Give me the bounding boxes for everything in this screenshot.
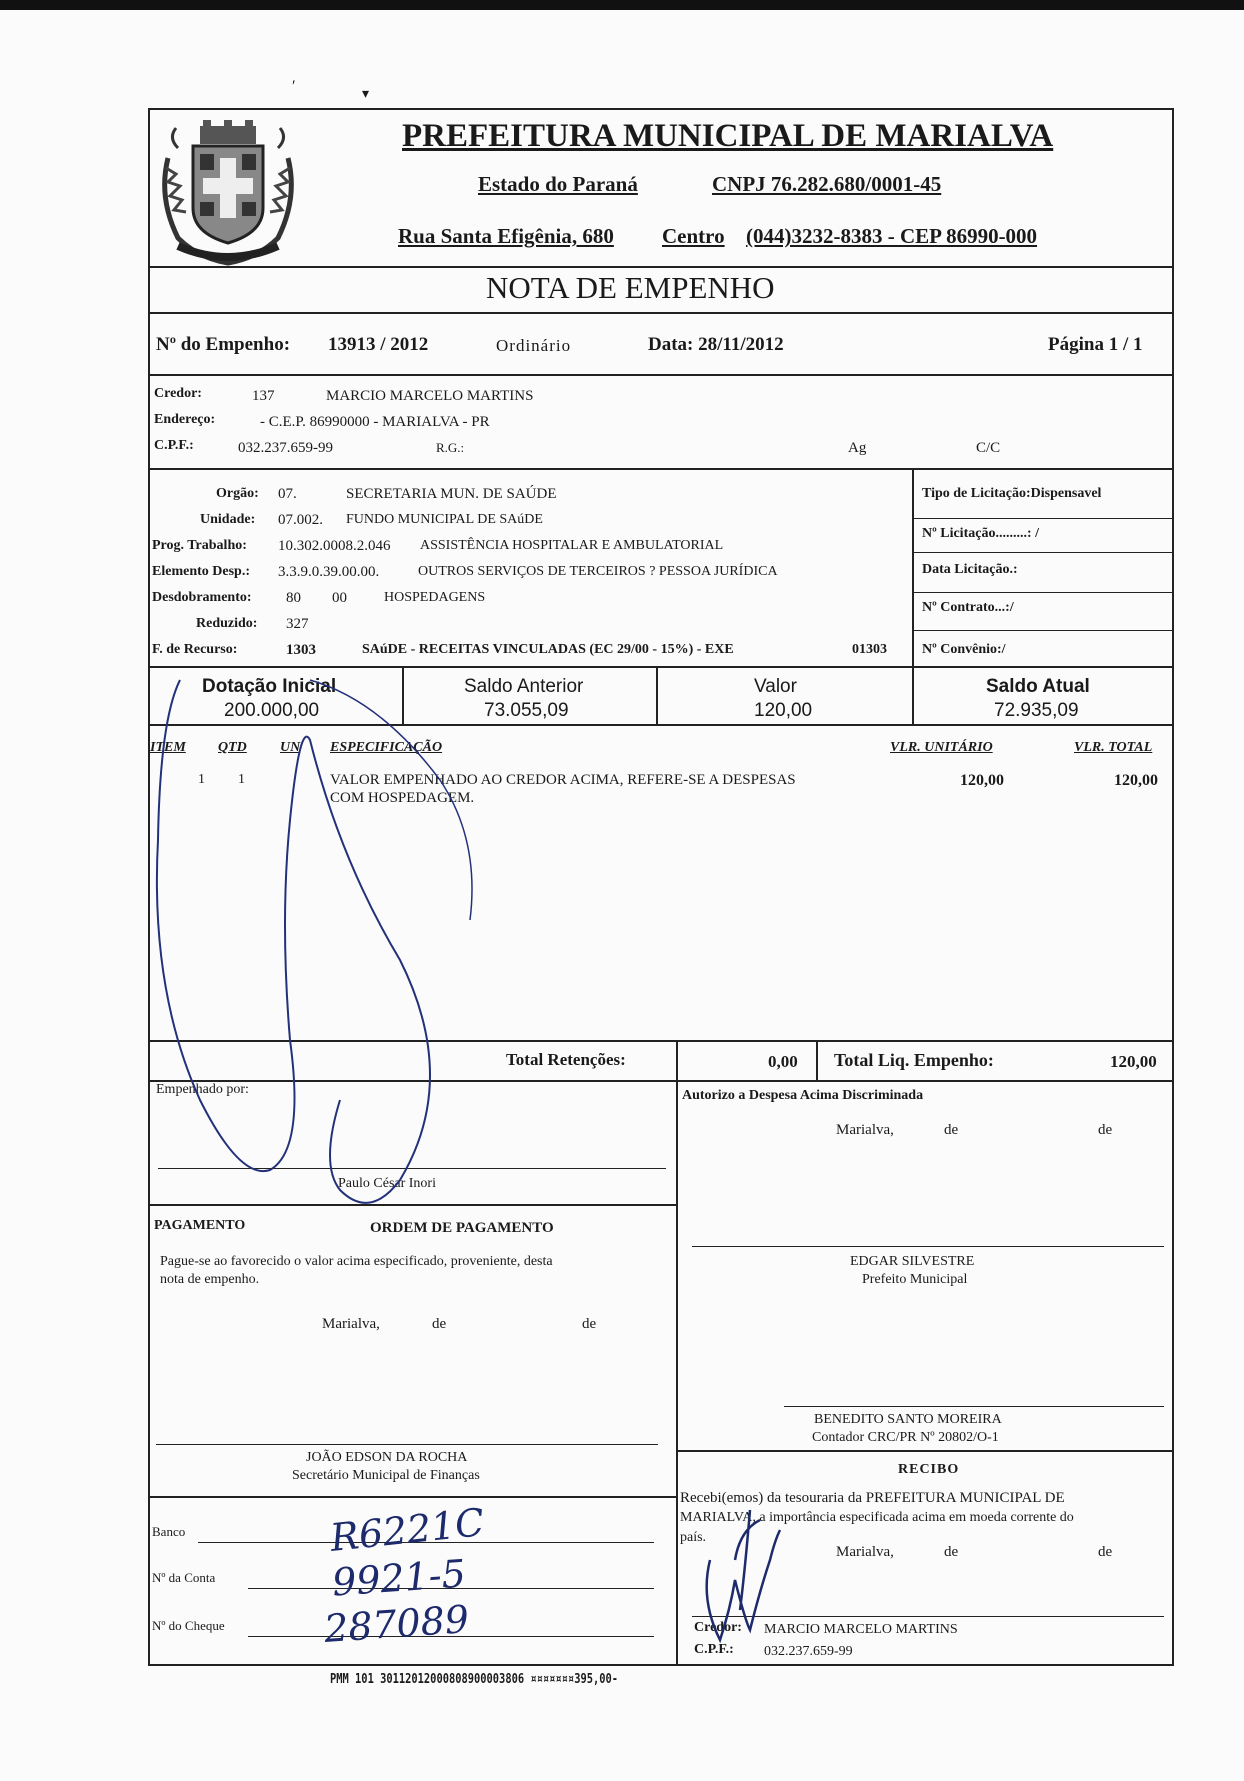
ordem-pagamento-label: ORDEM DE PAGAMENTO	[370, 1220, 554, 1236]
divider	[148, 468, 1174, 470]
dotacao-label: Dotação Inicial	[202, 676, 337, 697]
row-spec-line1: VALOR EMPENHADO AO CREDOR ACIMA, REFERE-SE A DESPESAS	[330, 772, 796, 788]
cpf-value: 032.237.659-99	[238, 440, 333, 456]
recibo-credor-label: Credor:	[694, 1620, 742, 1635]
row-spec-line2: COM HOSPEDAGEM.	[330, 790, 475, 806]
especificacao-header: ESPECIFICAÇÃO	[330, 740, 443, 755]
divider	[914, 630, 1172, 631]
dotacao-value: 200.000,00	[224, 700, 320, 721]
divider	[816, 1040, 818, 1080]
recibo-cpf-value: 032.237.659-99	[764, 1644, 853, 1659]
saldo-anterior-value: 73.055,09	[484, 700, 569, 721]
recibo-text-line3: país.	[680, 1530, 707, 1545]
document-title: NOTA DE EMPENHO	[486, 270, 775, 305]
authorize-de-2: de	[1098, 1122, 1113, 1138]
numero-licitacao: Nº Licitação.........: /	[922, 526, 1039, 541]
divider	[914, 518, 1172, 519]
orgao-label: Orgão:	[216, 486, 259, 501]
ordem-de-1: de	[432, 1316, 447, 1332]
ordem-text-line1: Pague-se ao favorecido o valor acima especificado, proveniente, desta	[160, 1254, 553, 1269]
divider	[402, 666, 404, 724]
orgao-name: SECRETARIA MUN. DE SAÚDE	[346, 486, 557, 502]
divider	[912, 468, 914, 666]
row-item: 1	[198, 772, 205, 787]
unit-value-header: VLR. UNITÁRIO	[890, 740, 993, 755]
prog-name: ASSISTÊNCIA HOSPITALAR E AMBULATORIAL	[420, 538, 724, 553]
divider	[148, 312, 1174, 314]
orgao-code: 07.	[278, 486, 297, 502]
phone-cep: (044)3232-8383 - CEP 86990-000	[746, 224, 1038, 248]
cheque-handwritten: 287089	[322, 1596, 471, 1652]
divider	[914, 592, 1172, 593]
credor-code: 137	[252, 388, 275, 404]
divider	[656, 666, 658, 724]
recibo-credor-name: MARCIO MARCELO MARTINS	[764, 1622, 958, 1637]
empenho-date: Data: 28/11/2012	[648, 334, 784, 355]
empenho-type: Ordinário	[496, 336, 572, 355]
secretario-role: Secretário Municipal de Finanças	[292, 1468, 480, 1483]
numero-contrato: Nº Contrato...:/	[922, 600, 1014, 615]
municipality-title: PREFEITURA MUNICIPAL DE MARIALVA	[402, 118, 1054, 154]
un-header: UN	[280, 740, 301, 755]
municipal-crest-seal	[158, 118, 298, 268]
row-qtd: 1	[238, 772, 245, 787]
divider	[676, 1040, 678, 1080]
empenhado-name: Paulo César Inori	[338, 1176, 436, 1191]
desdobramento-name: HOSPEDAGENS	[384, 590, 486, 605]
ag-label: Ag	[848, 440, 867, 456]
total-value-header: VLR. TOTAL	[1074, 740, 1153, 755]
numero-convenio: Nº Convênio:/	[922, 642, 1006, 657]
fonte-code-2: 01303	[852, 642, 887, 657]
state-name: Estado do Paraná	[478, 172, 638, 196]
secretario-name: JOÃO EDSON DA ROCHA	[306, 1450, 468, 1465]
unidade-name: FUNDO MUNICIPAL DE SAúDE	[346, 512, 543, 527]
divider	[676, 1450, 1174, 1452]
tipo-licitacao: Tipo de Licitação:Dispensavel	[922, 486, 1102, 501]
desdobramento-b: 00	[332, 590, 347, 606]
elemento-label: Elemento Desp.:	[152, 564, 250, 579]
desdobramento-a: 80	[286, 590, 301, 606]
rg-label: R.G.:	[436, 440, 465, 455]
row-total-value: 120,00	[1114, 772, 1158, 789]
empenhado-label: Empenhado por:	[156, 1082, 249, 1097]
divider	[148, 266, 1174, 268]
divider	[148, 1204, 676, 1206]
qtd-header: QTD	[218, 740, 247, 755]
contador-name: BENEDITO SANTO MOREIRA	[814, 1412, 1002, 1427]
retencoes-label: Total Retenções:	[506, 1050, 626, 1069]
elemento-name: OUTROS SERVIÇOS DE TERCEIROS ? PESSOA JURÍDICA	[418, 564, 778, 579]
divider	[148, 374, 1174, 376]
endereco-label: Endereço:	[154, 412, 216, 427]
divider	[148, 1496, 676, 1498]
recibo-cpf-label: C.P.F.:	[694, 1642, 734, 1657]
prefeito-role: Prefeito Municipal	[862, 1272, 968, 1287]
liquido-value: 120,00	[1110, 1052, 1157, 1071]
pagamento-label: PAGAMENTO	[154, 1218, 246, 1233]
empenho-number: 13913 / 2012	[328, 334, 429, 355]
divider	[148, 666, 1174, 668]
empenho-number-label: Nº do Empenho:	[156, 334, 291, 355]
credor-label: Credor:	[154, 386, 202, 401]
item-header: ITEM	[150, 740, 186, 755]
divider	[148, 1040, 1174, 1042]
micr-line: PMM 101 30112012000808900003806 ¤¤¤¤¤¤¤395,00-	[330, 1672, 619, 1687]
district: Centro	[662, 224, 725, 248]
signature-line	[692, 1616, 1164, 1617]
fonte-name: SAúDE - RECEITAS VINCULADAS (EC 29/00 - 15%) - EXE	[362, 642, 734, 657]
recibo-de-2: de	[1098, 1544, 1113, 1560]
signature-line	[158, 1168, 666, 1169]
cpf-label: C.P.F.:	[154, 438, 194, 453]
signature-line	[784, 1406, 1164, 1407]
ordem-text-line2: nota de empenho.	[160, 1272, 260, 1287]
row-unit-value: 120,00	[960, 772, 1004, 789]
desdobramento-label: Desdobramento:	[152, 590, 252, 605]
data-licitacao: Data Licitação.:	[922, 562, 1018, 577]
saldo-atual-label: Saldo Atual	[986, 676, 1090, 697]
cheque-label: Nº do Cheque	[152, 1618, 225, 1633]
prefeito-name: EDGAR SILVESTRE	[850, 1254, 975, 1269]
contador-role: Contador CRC/PR Nº 20802/O-1	[812, 1430, 999, 1445]
recibo-marialva: Marialva,	[836, 1544, 894, 1560]
fonte-label: F. de Recurso:	[152, 642, 238, 657]
fonte-code: 1303	[286, 642, 316, 658]
divider	[914, 552, 1172, 553]
street-address: Rua Santa Efigênia, 680	[398, 224, 614, 248]
retencoes-value: 0,00	[768, 1052, 798, 1071]
prog-label: Prog. Trabalho:	[152, 538, 247, 553]
divider	[676, 1080, 678, 1666]
recibo-text-line1: Recebi(emos) da tesouraria da PREFEITURA MUNICIPAL DE	[680, 1490, 1065, 1506]
page-indicator: Página 1 / 1	[1048, 334, 1143, 355]
conta-handwritten: 9921-5	[330, 1551, 468, 1605]
unidade-code: 07.002.	[278, 512, 323, 528]
cc-label: C/C	[976, 440, 1001, 456]
divider	[148, 1080, 1174, 1082]
banco-handwritten: R6221C	[328, 1500, 487, 1560]
divider	[148, 724, 1174, 726]
cnpj: CNPJ 76.282.680/0001-45	[712, 172, 942, 196]
saldo-atual-value: 72.935,09	[994, 700, 1079, 721]
banco-label: Banco	[152, 1524, 186, 1539]
recibo-title: RECIBO	[898, 1462, 960, 1477]
ordem-marialva: Marialva,	[322, 1316, 380, 1332]
conta-label: Nº da Conta	[152, 1570, 216, 1585]
recibo-text-line2: MARIALVA, a importância especificada acima em moeda corrente do	[680, 1510, 1074, 1525]
autorizo-text: Autorizo a Despesa Acima Discriminada	[682, 1088, 924, 1103]
authorize-de-1: de	[944, 1122, 959, 1138]
ordem-de-2: de	[582, 1316, 597, 1332]
reduzido-value: 327	[286, 616, 309, 632]
liquido-label: Total Liq. Empenho:	[834, 1050, 994, 1070]
signature-line	[692, 1246, 1164, 1247]
endereco-value: - C.E.P. 86990000 - MARIALVA - PR	[260, 414, 490, 430]
valor-label: Valor	[754, 676, 797, 697]
scan-mark: ′	[292, 78, 296, 95]
credor-name: MARCIO MARCELO MARTINS	[326, 388, 534, 404]
scan-border	[0, 0, 1244, 10]
unidade-label: Unidade:	[200, 512, 256, 527]
authorize-marialva: Marialva,	[836, 1122, 894, 1138]
reduzido-label: Reduzido:	[196, 616, 258, 631]
divider	[912, 666, 914, 724]
valor-value: 120,00	[754, 700, 813, 721]
prog-code: 10.302.0008.2.046	[278, 538, 391, 554]
recibo-de-1: de	[944, 1544, 959, 1560]
elemento-code: 3.3.9.0.39.00.00.	[278, 564, 380, 580]
signature-line	[156, 1444, 658, 1445]
saldo-anterior-label: Saldo Anterior	[464, 676, 584, 697]
scan-mark: ▾	[362, 87, 370, 102]
